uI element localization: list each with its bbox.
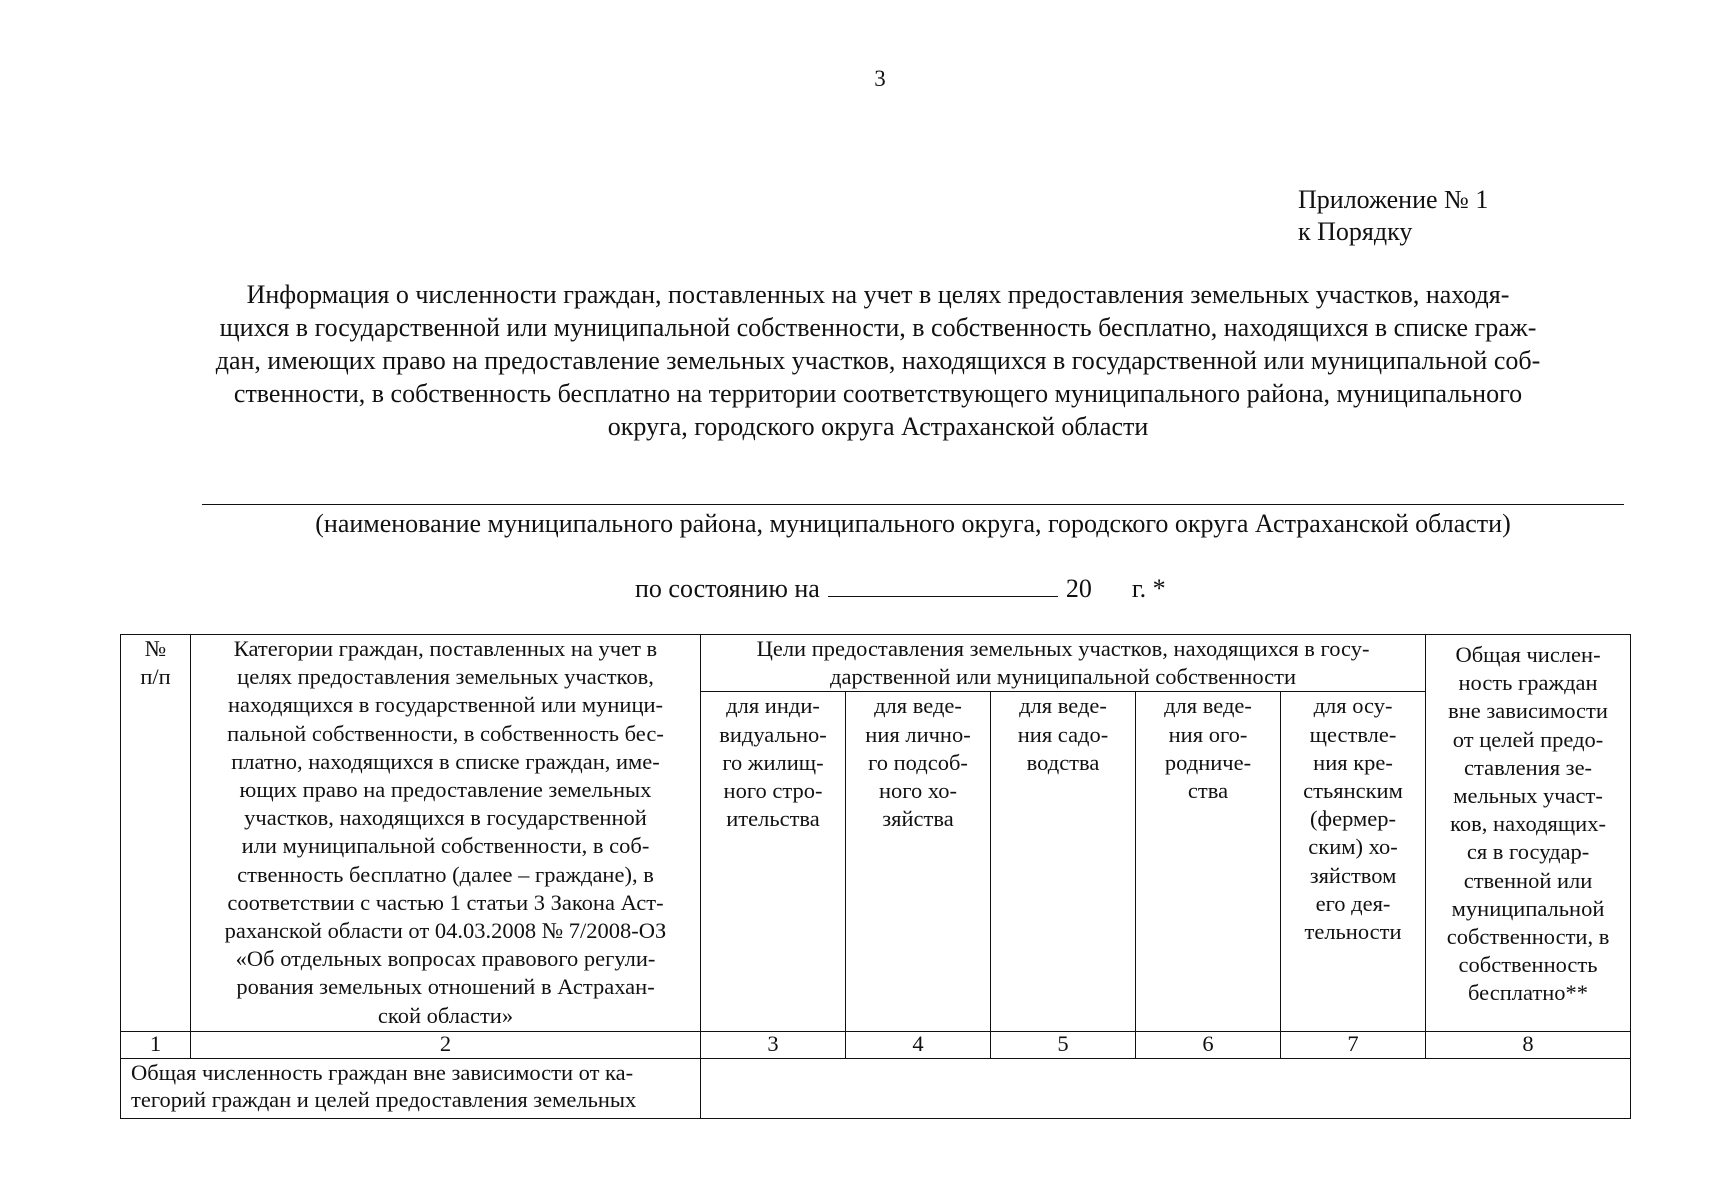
header-row-top <box>121 635 1631 692</box>
column-numbers-row <box>121 1032 1631 1059</box>
header-categories: Категории граждан, поставленных на учет в целях предоставления земельных участков, находящихся в государственной или муници- пальной собственности, в собственность бес- платно, находящихся в списке граждан, име- ющих право на предоставление земельных участков, находящихся в государственной или муниципальной собственности, в соб- ственность бесплатно (далее – граждане), в соответствии с частью 1 статьи 3 Закона Аст- раханской области от 04.03.2008 № 7/2008-ОЗ «Об отдельных вопросах правового регули- рования земельных отношений в Астрахан- ской области» <box>191 635 701 1032</box>
as-of-year: 20 <box>1065 574 1092 603</box>
column-number: 7 <box>1281 1032 1426 1059</box>
appendix-line-1: Приложение № 1 <box>1298 185 1489 214</box>
title-line-4: ственности, в собственность бесплатно на территории соответствующего муниципального района, муниципального <box>233 379 1523 408</box>
title-line-5: округа, городского округа Астраханской области <box>607 412 1149 441</box>
total-row-label: Общая численность граждан вне зависимости от ка- тегорий граждан и целей предоставления земельных <box>121 1059 701 1119</box>
document-title <box>138 278 1618 443</box>
column-number: 1 <box>121 1032 191 1059</box>
citizens-count-table <box>120 634 1631 1119</box>
header-horticulture: для веде- ния садо- водства <box>991 692 1136 1032</box>
as-of-prefix: по состоянию на <box>635 574 820 603</box>
municipality-name-caption: (наименование муниципального района, муниципального округа, городского округа Астраханской области) <box>315 509 1511 538</box>
column-number: 3 <box>701 1032 846 1059</box>
page-number: 3 <box>874 66 886 91</box>
total-row <box>121 1059 1631 1119</box>
appendix-reference <box>1298 184 1488 248</box>
header-peasant-farm: для осу- ществле- ния кре- стьянским (фермер- ским) хо- зяйством его дея- тельности <box>1281 692 1426 1032</box>
header-purposes-group: Цели предоставления земельных участков, находящихся в госу- дарственной или муниципальной собственности <box>701 635 1426 692</box>
as-of-date-line <box>635 572 1166 605</box>
header-total-count: Общая числен- ность граждан вне зависимости от целей предо- ставления зе- мельных участ- ков, находящих- ся в государ- ственной или муниципальной собственности, в собственность бесплатно** <box>1426 635 1631 1032</box>
title-line-3: дан, имеющих право на предоставление земельных участков, находящихся в государственной или муниципальной соб- <box>215 346 1541 375</box>
total-row-value <box>701 1059 1631 1119</box>
header-number: № п/п <box>121 635 191 1032</box>
column-number: 2 <box>191 1032 701 1059</box>
column-number: 5 <box>991 1032 1136 1059</box>
header-gardening: для веде- ния ого- родниче- ства <box>1136 692 1281 1032</box>
municipality-name-blank-line <box>202 504 1624 505</box>
header-personal-farming: для веде- ния лично- го подсоб- ного хо- зяйства <box>846 692 991 1032</box>
title-line-1: Информация о численности граждан, поставленных на учет в целях предоставления земельных участков, находя- <box>246 280 1510 309</box>
date-blank <box>828 572 1058 597</box>
appendix-line-2: к Порядку <box>1298 217 1413 246</box>
header-individual-housing: для инди- видуально- го жилищ- ного стро- ительства <box>701 692 846 1032</box>
column-number: 6 <box>1136 1032 1281 1059</box>
column-number: 8 <box>1426 1032 1631 1059</box>
column-number: 4 <box>846 1032 991 1059</box>
as-of-suffix: г. * <box>1131 574 1166 603</box>
title-line-2: щихся в государственной или муниципальной собственности, в собственность бесплатно, находящихся в списке граж- <box>219 313 1537 342</box>
